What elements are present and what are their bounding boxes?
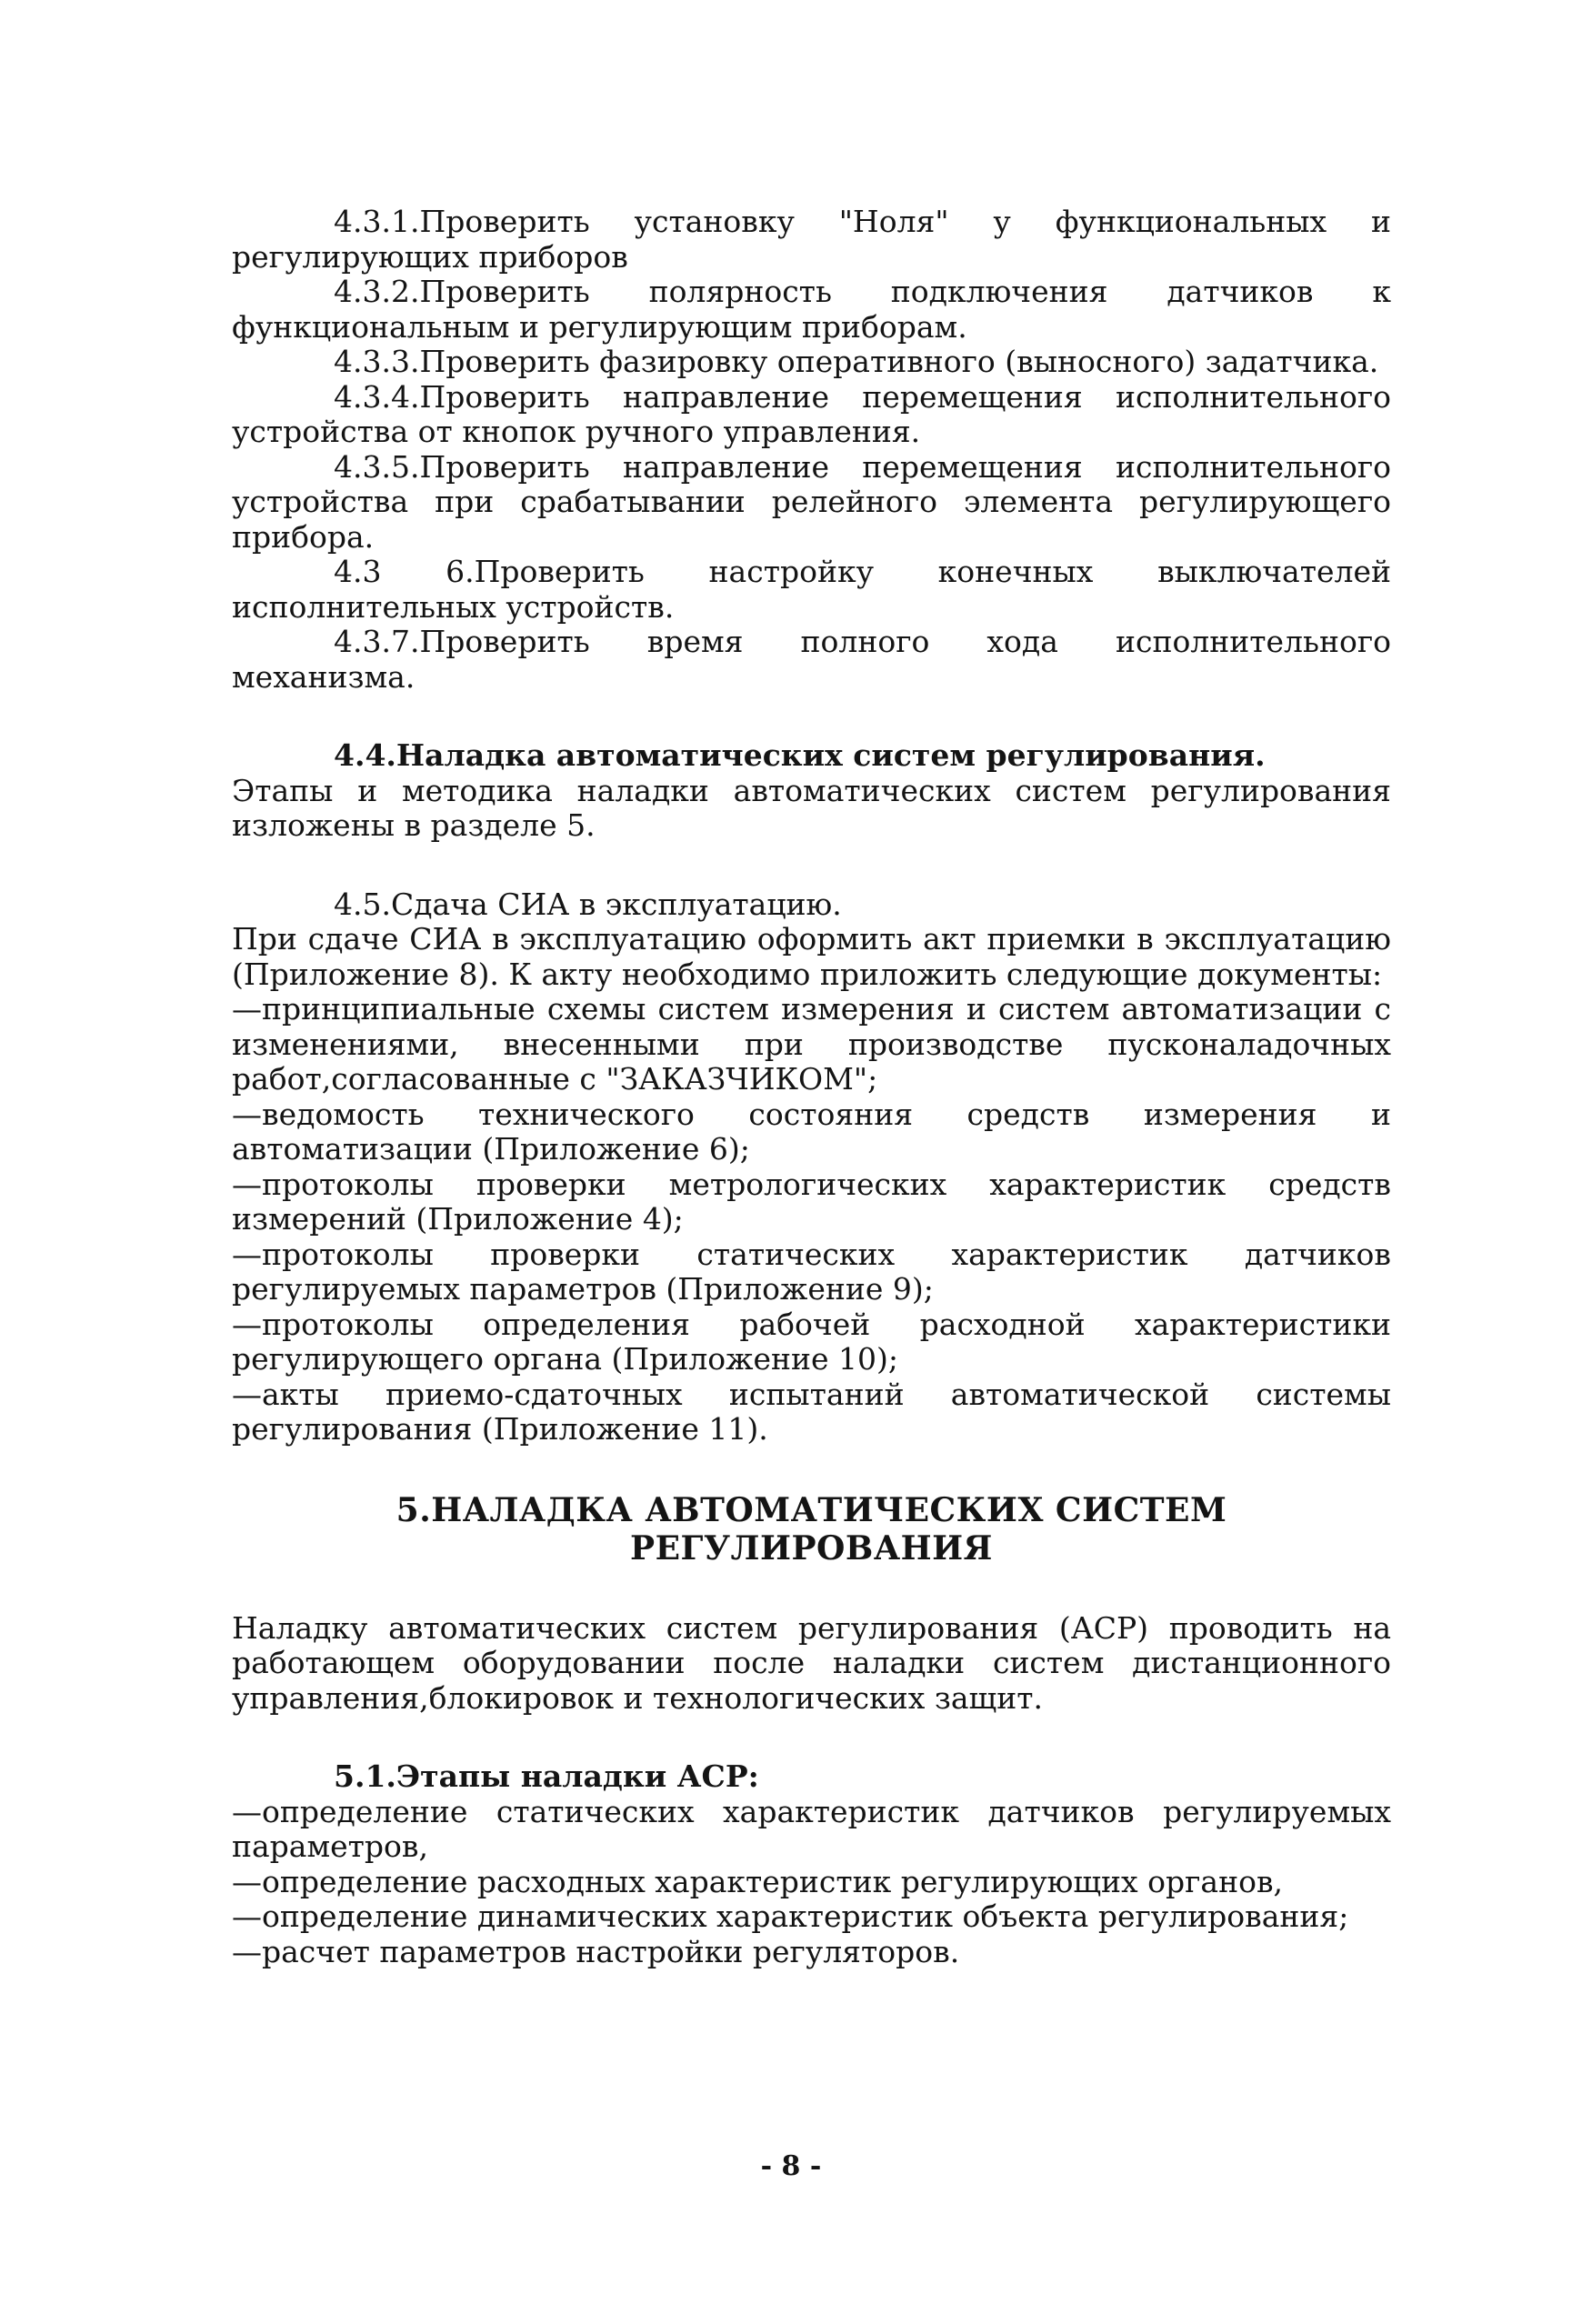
section-4-5-heading: 4.5.Сдача СИА в эксплуатацию.: [334, 886, 842, 922]
page-number: - 8 -: [760, 2150, 822, 2182]
spacer: [232, 695, 1391, 738]
spacer: [232, 1568, 1391, 1611]
item-4-3-4: 4.3.4.Проверить направление перемещения исполнительного устройства от кнопок ручного управления.: [232, 378, 1391, 449]
stage-list-item: —определение расходных характеристик регулирующих органов,: [232, 1863, 1284, 1899]
section-5-intro: Наладку автоматических систем регулирования (АСР) проводить на работающем оборудовании после наладки систем дистанционного управления,блокировок и технологических защит.: [232, 1609, 1391, 1716]
item-4-3-6: 4.3 6.Проверить настройку конечных выключателей исполнительных устройств.: [232, 554, 1391, 625]
stage-list-item: —расчет параметров настройки регуляторов.: [232, 1933, 960, 1969]
spacer: [232, 844, 1391, 887]
item-4-3-5: 4.3.5.Проверить направление перемещения исполнительного устройства при срабатывании релейного элемента регулирующего прибора.: [232, 448, 1391, 555]
stage-list-item: —определение статических характеристик датчиков регулируемых параметров,: [232, 1793, 1391, 1864]
document-list-item: —принципиальные схемы систем измерения и систем автоматизации с изменениями, внесенными при производстве пусконаладочных работ,согласованные с "ЗАКАЗЧИКОМ";: [232, 991, 1391, 1097]
document-list-item: —протоколы определения рабочей расходной характеристики регулирующего органа (Приложение 10);: [232, 1306, 1391, 1377]
item-4-3-2: 4.3.2.Проверить полярность подключения датчиков к функциональным и регулирующим приборам.: [232, 274, 1391, 345]
document-list-item: —протоколы проверки статических характеристик датчиков регулируемых параметров (Приложение 9);: [232, 1236, 1391, 1307]
page-content: [232, 205, 1391, 1969]
spacer: [232, 1716, 1391, 1759]
item-4-3-7: 4.3.7.Проверить время полного хода исполнительного механизма.: [232, 624, 1391, 695]
section-5-1-heading: 5.1.Этапы наладки АСР:: [334, 1758, 759, 1794]
section-4-4-heading: 4.4.Наладка автоматических систем регулирования.: [334, 737, 1266, 773]
document-list-item: —акты приемо-сдаточных испытаний автоматической системы регулирования (Приложение 11).: [232, 1376, 1391, 1447]
document-list-item: —протоколы проверки метрологических характеристик средств измерений (Приложение 4);: [232, 1166, 1391, 1237]
item-4-3-3: 4.3.3.Проверить фазировку оперативного (выносного) задатчика.: [334, 344, 1379, 379]
section-5-title: 5.НАЛАДКА АВТОМАТИЧЕСКИХ СИСТЕМ РЕГУЛИРОВАНИЯ: [396, 1490, 1227, 1568]
section-4-5-intro: При сдаче СИА в эксплуатацию оформить акт приемки в эксплуатацию (Приложение 8). К акту необходимо приложить следующие документы:: [232, 921, 1391, 992]
spacer: [232, 1447, 1391, 1491]
section-4-4-text: Этапы и методика наладки автоматических систем регулирования изложены в разделе 5.: [232, 772, 1391, 843]
document-list-item: —ведомость технического состояния средств измерения и автоматизации (Приложение 6);: [232, 1096, 1391, 1167]
stage-list-item: —определение динамических характеристик объекта регулирования;: [232, 1898, 1349, 1934]
item-4-3-1: 4.3.1.Проверить установку "Ноля" у функциональных и регулирующих приборов: [232, 204, 1391, 275]
